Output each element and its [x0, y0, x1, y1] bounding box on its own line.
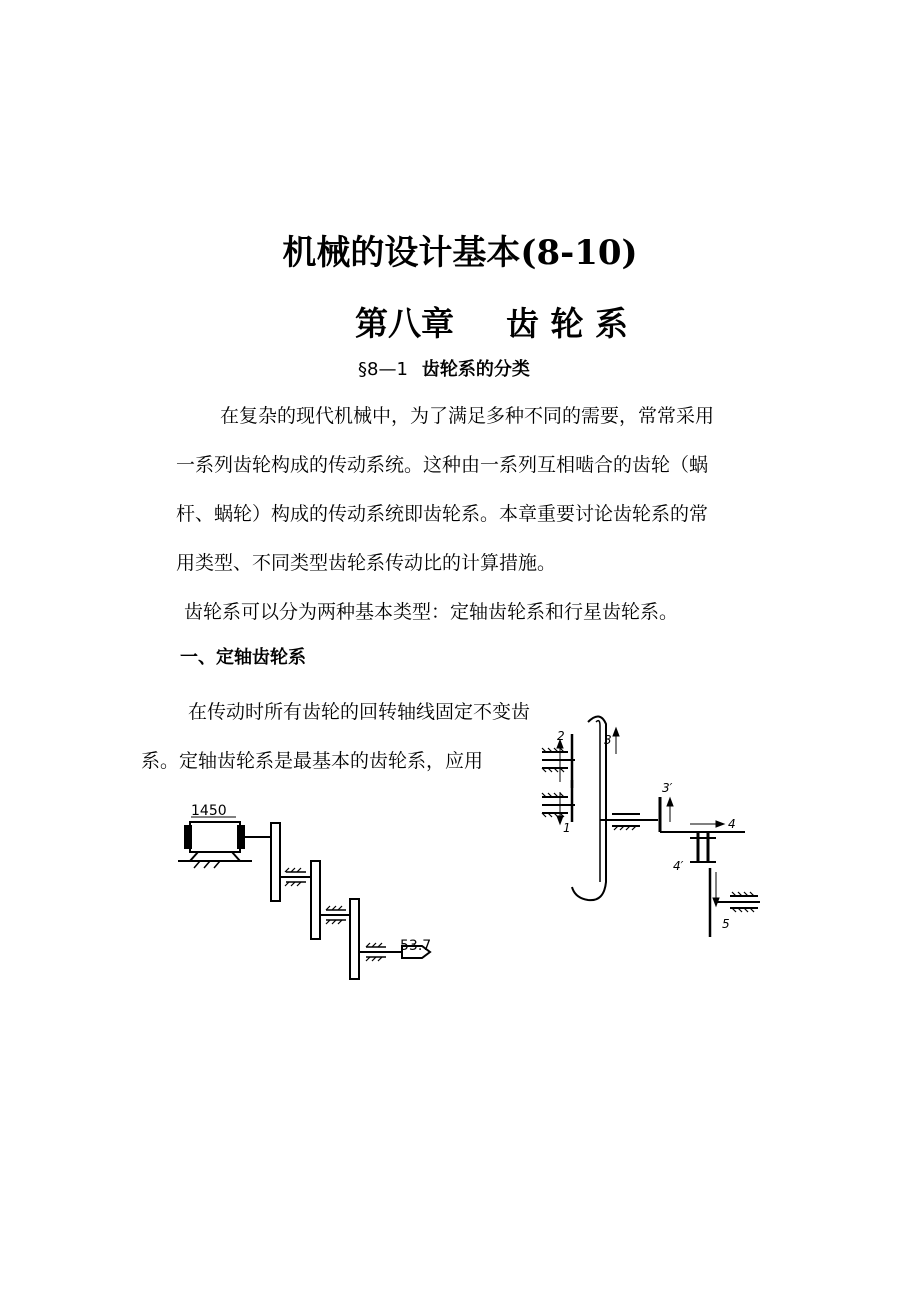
paragraph-line: 在传动时所有齿轮的回转轴线固定不变齿轮系，称为定轴齿轮 [188, 701, 702, 723]
subheading: 一、定轴齿轮系 [180, 647, 306, 668]
motor-end [238, 826, 244, 848]
gear [271, 823, 280, 901]
gear-2-label: 2 [557, 729, 565, 743]
section-heading [358, 355, 530, 381]
chapter-heading [355, 298, 628, 345]
gear-3-prime-label: 3′ [662, 781, 673, 795]
gear-1-label: 1 [563, 821, 571, 835]
gear-4-label: 4 [728, 817, 736, 831]
gear [350, 899, 359, 979]
paragraph-line: 用类型、不同类型齿轮系传动比的计算措施。 [176, 552, 557, 574]
input-speed-label: 1450 [191, 803, 227, 819]
paragraph-line: 一系列齿轮构成的传动系统。这种由一系列互相啮合的齿轮（蜗 [176, 454, 709, 476]
output-speed-label: 53.7 [400, 938, 432, 954]
document-title: 机械的设计基本(8-10) [282, 233, 638, 273]
paragraph-line: 系。定轴齿轮系是最基本的齿轮系，应用 [141, 750, 484, 772]
gear-3 [572, 716, 606, 900]
chapter-number: 第八章 [355, 304, 454, 343]
gear-4-prime-label: 4′ [673, 859, 684, 873]
section-number: §8—1 [358, 359, 408, 380]
gear-train-diagram [170, 795, 450, 990]
gear [311, 861, 320, 939]
gear-5-label: 5 [722, 917, 730, 931]
motor-end [185, 826, 191, 848]
gear-3-label: 3 [604, 733, 612, 747]
paragraph-line: 齿轮系可以分为两种基本类型：定轴齿轮系和行星齿轮系。 [184, 601, 679, 623]
paragraph-line: 在复杂的现代机械中，为了满足多种不同的需要，常常采用 [220, 405, 715, 427]
chapter-name: 齿 轮 系 [506, 304, 628, 343]
motor-body [190, 822, 240, 852]
compound-gear-train-diagram [530, 692, 780, 952]
section-name: 齿轮系的分类 [421, 359, 530, 380]
paragraph-line: 杆、蜗轮）构成的传动系统即齿轮系。本章重要讨论齿轮系的常 [176, 503, 709, 525]
